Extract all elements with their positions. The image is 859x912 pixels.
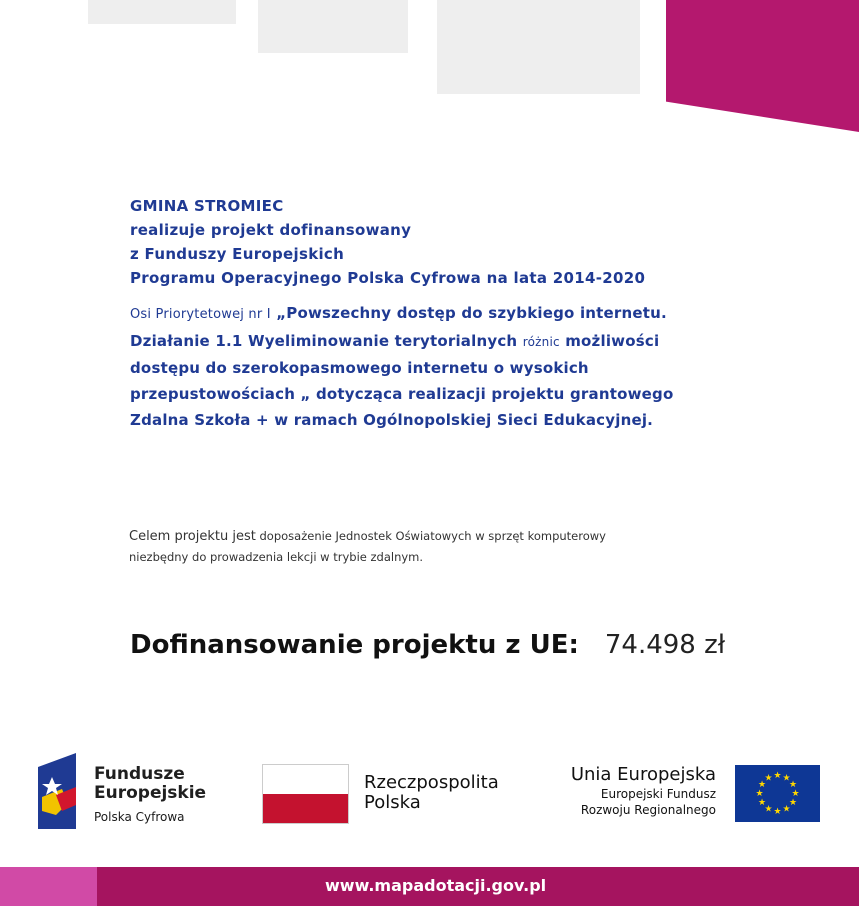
eu-flag-icon bbox=[735, 765, 820, 822]
header-line-2: realizuje projekt dofinansowany bbox=[130, 221, 412, 239]
svg-text:★: ★ bbox=[755, 789, 764, 799]
rzeczpospolita-polska-label: Rzeczpospolita Polska bbox=[364, 772, 499, 813]
fe-title-line-2: Europejskie bbox=[94, 783, 207, 803]
svg-text:★: ★ bbox=[782, 804, 791, 815]
svg-text:★: ★ bbox=[791, 789, 800, 799]
decor-gray-block-3 bbox=[437, 0, 640, 94]
eu-logo-text bbox=[571, 764, 716, 818]
funding-value: 74.498 zł bbox=[604, 630, 726, 660]
fe-subtitle: Polska Cyfrowa bbox=[94, 810, 185, 824]
eu-subtitle-1: Europejski Fundusz bbox=[600, 787, 716, 801]
footer-bar bbox=[97, 867, 859, 906]
axis-line-5: Zdalna Szkoła + w ramach Ogólnopolskiej Sieci Edukacyjnej. bbox=[130, 411, 654, 429]
axis-line-3: dostępu do szerokopasmowego internetu o wysokich bbox=[130, 359, 589, 377]
eu-subtitle-2: Rozwoju Regionalnego bbox=[580, 803, 716, 817]
funding-label: Dofinansowanie projektu z UE: bbox=[130, 630, 579, 660]
svg-text:★: ★ bbox=[773, 807, 782, 817]
svg-text:★: ★ bbox=[757, 780, 767, 790]
funding-amount bbox=[130, 630, 725, 660]
polish-flag-icon bbox=[262, 764, 349, 824]
svg-text:★: ★ bbox=[782, 773, 791, 784]
footer-url-link[interactable]: www.mapadotacji.gov.pl bbox=[325, 876, 547, 895]
svg-text:★: ★ bbox=[788, 798, 798, 808]
decor-gray-block-1 bbox=[88, 0, 236, 24]
project-header bbox=[130, 194, 645, 290]
municipality-name: GMINA STROMIEC bbox=[130, 197, 284, 215]
header-line-4: Programu Operacyjnego Polska Cyfrowa na lata 2014-2020 bbox=[130, 269, 646, 287]
svg-text:★: ★ bbox=[764, 773, 773, 784]
decor-gray-block-2 bbox=[258, 0, 408, 53]
axis-line-1: Osi Priorytetowej nr I „Powszechny dostęp do szybkiego internetu. bbox=[130, 304, 667, 322]
priority-axis-text bbox=[130, 300, 673, 433]
fe-title-line-1: Fundusze bbox=[94, 764, 185, 784]
footer-accent bbox=[0, 867, 97, 906]
fe-emblem-icon bbox=[38, 753, 78, 829]
goal-line-2: niezbędny do prowadzenia lekcji w trybie zdalnym. bbox=[129, 550, 424, 564]
eu-title: Unia Europejska bbox=[570, 764, 716, 785]
axis-line-4: przepustowościach „ dotycząca realizacji projektu grantowego bbox=[130, 385, 674, 403]
goal-line-1: Celem projektu jest doposażenie Jednostek Oświatowych w sprzęt komputerowy bbox=[129, 529, 606, 544]
svg-text:★: ★ bbox=[788, 780, 798, 790]
svg-text:★: ★ bbox=[757, 798, 767, 808]
svg-text:★: ★ bbox=[773, 771, 782, 781]
fundusze-europejskie-logo bbox=[38, 753, 213, 831]
axis-line-2: Działanie 1.1 Wyeliminowanie terytorialnych różnic możliwości bbox=[130, 332, 660, 350]
decor-magenta-block bbox=[666, 0, 859, 132]
header-line-3: z Funduszy Europejskich bbox=[130, 245, 345, 263]
svg-text:★: ★ bbox=[764, 804, 773, 815]
project-goal bbox=[129, 526, 606, 568]
